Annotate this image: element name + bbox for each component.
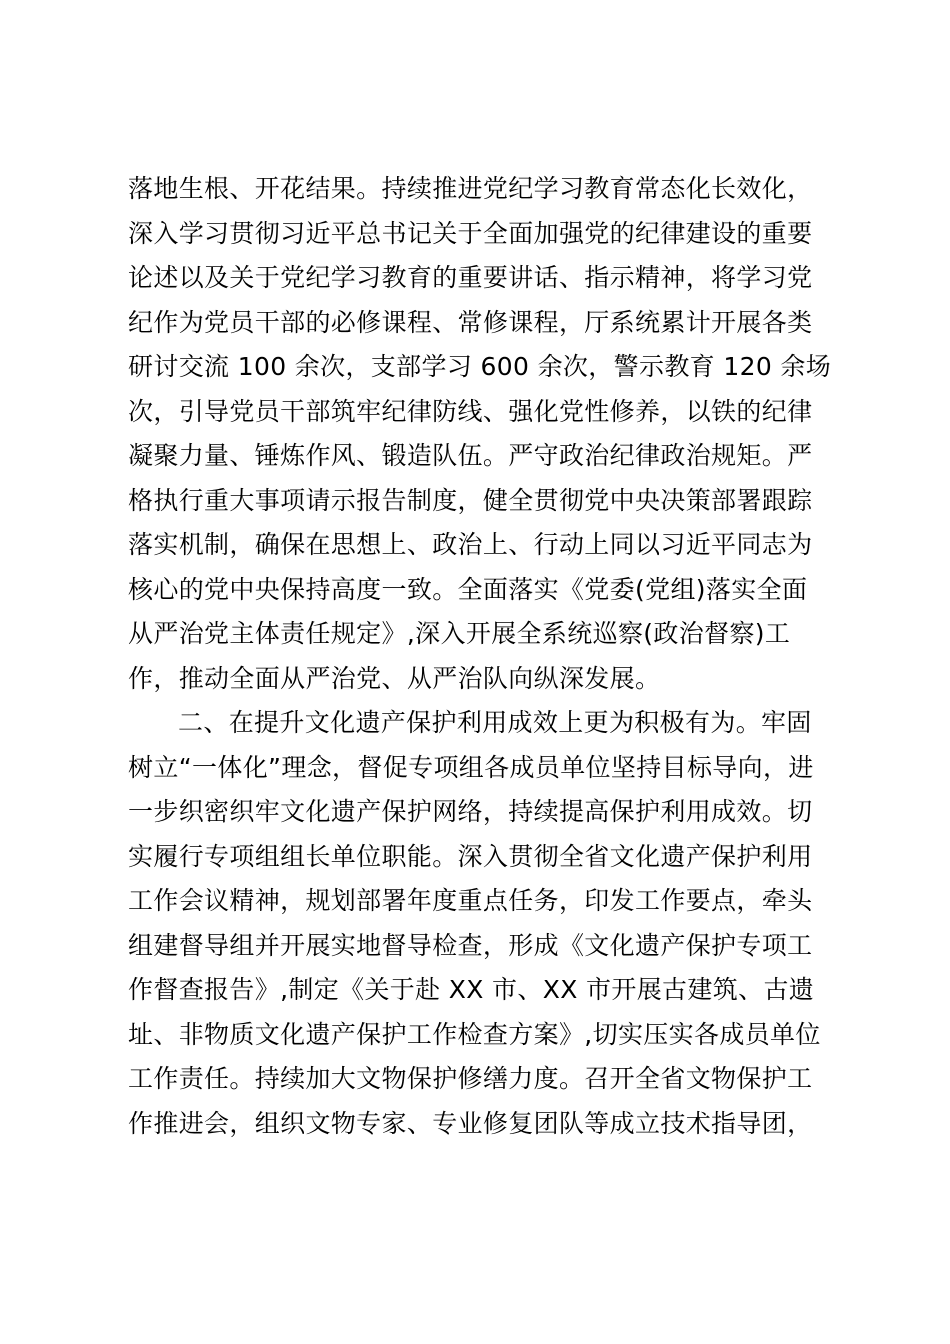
text-line: 作，推动全面从严治党、从严治队向纵深发展。	[128, 663, 661, 693]
text-line: 树立“一体化”理念，督促专项组各成员单位坚持目标导向，进	[128, 752, 814, 782]
text-line: 论述以及关于党纪学习教育的重要讲话、指示精神，将学习党	[128, 263, 813, 292]
text-line: 核心的党中央保持高度一致。全面落实《党委(党组)落实全面	[128, 574, 808, 604]
text-line: 纪作为党员干部的必修课程、常修课程，厅系统累计开展各类	[128, 307, 813, 337]
text-line: 工作责任。持续加大文物保护修缮力度。召开全省文物保护工	[128, 1064, 813, 1093]
text-line: 工作会议精神，规划部署年度重点任务，印发工作要点，牵头	[128, 886, 813, 915]
text-line: 从严治党主体责任规定》,深入开展全系统巡察(政治督察)工	[128, 619, 791, 648]
text-line: 实履行专项组组长单位职能。深入贯彻全省文化遗产保护利用	[128, 841, 813, 871]
text-line: 格执行重大事项请示报告制度，健全贯彻党中央决策部署跟踪	[128, 485, 813, 515]
text-line: 落地生根、开花结果。持续推进党纪学习教育常态化长效化，	[128, 174, 813, 203]
text-line: 凝聚力量、锤炼作风、锻造队伍。严守政治纪律政治规矩。严	[128, 441, 813, 470]
text-line: 作推进会，组织文物专家、专业修复团队等成立技术指导团，	[128, 1108, 813, 1138]
text-line: 组建督导组并开展实地督导检查，形成《文化遗产保护专项工	[128, 930, 813, 960]
text-line: 址、非物质文化遗产保护工作检查方案》,切实压实各成员单位	[128, 1019, 821, 1049]
text-line: 一步织密织牢文化遗产保护网络，持续提高保护利用成效。切	[128, 797, 813, 826]
text-line: 深入学习贯彻习近平总书记关于全面加强党的纪律建设的重要	[128, 218, 813, 248]
body-text	[128, 167, 832, 1146]
text-line: 研讨交流 100 余次，支部学习 600 余次，警示教育 120 余场	[128, 352, 832, 381]
text-line: 落实机制，确保在思想上、政治上、行动上同以习近平同志为	[128, 530, 813, 559]
paragraph-heading-line: 二、在提升文化遗产保护利用成效上更为积极有为。牢固	[178, 708, 812, 737]
text-line: 次，引导党员干部筑牢纪律防线、强化党性修养，以铁的纪律	[128, 396, 813, 426]
text-line: 作督查报告》,制定《关于赴 XX 市、XX 市开展古建筑、古遗	[128, 975, 815, 1004]
